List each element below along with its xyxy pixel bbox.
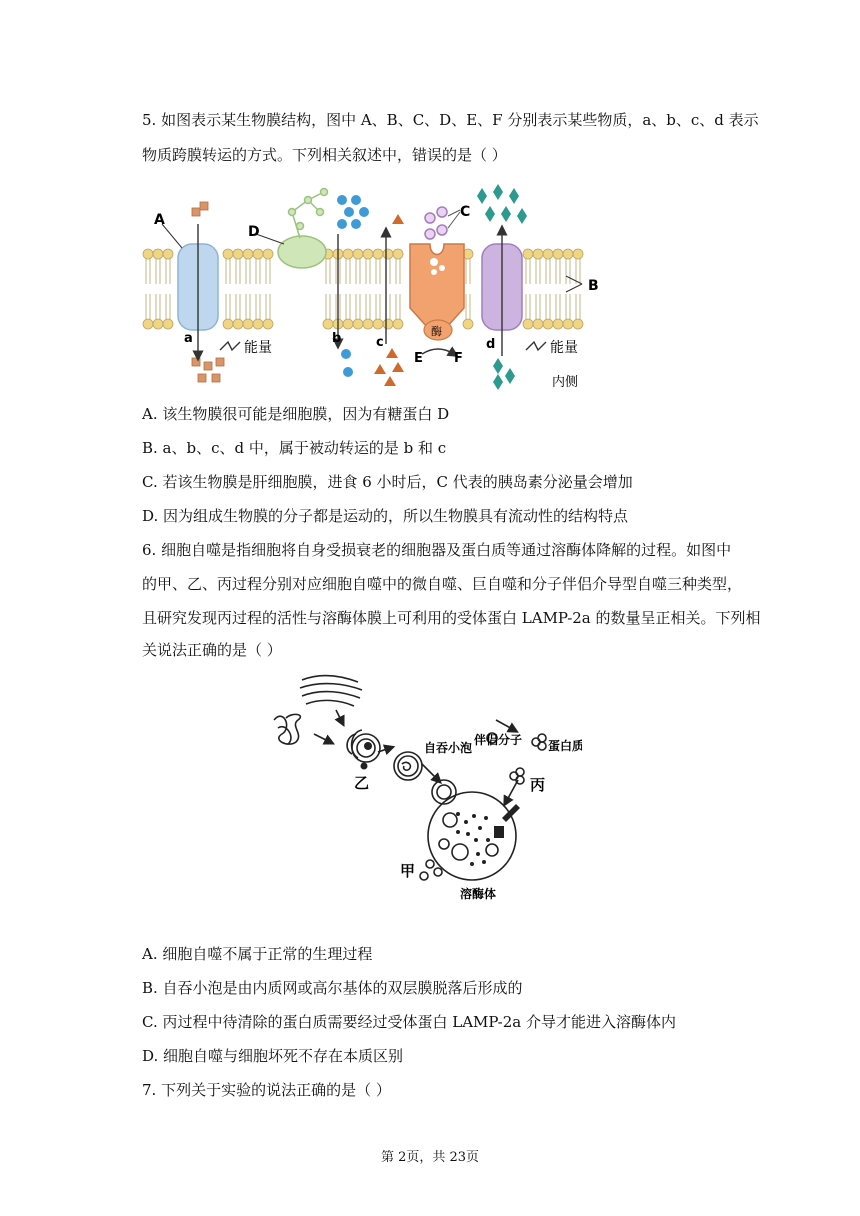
label-b: b (332, 331, 342, 346)
label-inside: 内侧 (552, 375, 579, 390)
label-energy-right: 能量 (550, 340, 578, 356)
molecules-c (374, 214, 404, 386)
q6-option-c: C. 丙过程中待清除的蛋白质需要经过受体蛋白 LAMP-2a 介导才能进入溶酶体内 (142, 1013, 676, 1031)
q5-option-b: B. a、b、c、d 中，属于被动转运的是 b 和 c (142, 439, 447, 457)
molecules-b (337, 195, 369, 377)
q6-stem-line1: 6. 细胞自噬是指细胞将自身受损衰老的细胞器及蛋白质等通过溶酶体降解的过程。如图中 (142, 541, 732, 559)
q5-option-d: D. 因为组成生物膜的分子都是运动的，所以生物膜具有流动性的结构特点 (142, 507, 629, 525)
membrane-structure-figure (142, 178, 622, 396)
q5-stem-line1: 5. 如图表示某生物膜结构，图中 A、B、C、D、E、F 分别表示某些物质，a、b、c、d 表示 (142, 111, 759, 129)
autophagy-figure (262, 668, 582, 904)
q6-stem-line4: 关说法正确的是（ ） (142, 641, 282, 659)
label-c: c (376, 335, 384, 350)
label-energy-left: 能量 (244, 340, 272, 356)
label-D: D (248, 224, 260, 240)
label-protein: 蛋白质 (548, 739, 582, 753)
glycoprotein-D (278, 236, 326, 268)
enzyme-label: 酶 (431, 325, 442, 338)
q7-stem: 7. 下列关于实验的说法正确的是（ ） (142, 1081, 391, 1099)
q5-option-c: C. 若该生物膜是肝细胞膜，进食 6 小时后，C 代表的胰岛素分泌量会增加 (142, 473, 633, 491)
carrier-protein (410, 244, 464, 328)
label-E: E (414, 351, 423, 366)
glycoprotein-chain (289, 189, 328, 239)
label-autophagosome: 自吞小泡 (424, 741, 473, 755)
label-a: a (184, 331, 193, 346)
q6-option-a: A. 细胞自噬不属于正常的生理过程 (142, 945, 373, 963)
label-lysosome: 溶酶体 (460, 887, 497, 901)
q6-stem-line3: 且研究发现丙过程的活性与溶酶体膜上可利用的受体蛋白 LAMP-2a 的数量呈正相关。下列相 (142, 609, 761, 627)
label-d: d (486, 337, 496, 352)
ligand-C (425, 207, 447, 239)
q6-stem-line2: 的甲、乙、丙过程分别对应细胞自噬中的微自噬、巨自噬和分子伴侣介导型自噬三种类型， (142, 575, 743, 593)
label-A: A (154, 212, 165, 228)
label-F: F (454, 351, 463, 366)
q5-stem-line2: 物质跨膜转运的方式。下列相关叙述中，错误的是（ ） (142, 146, 507, 164)
label-chaperone: 伴侣分子 (474, 733, 523, 747)
q5-option-a: A. 该生物膜很可能是细胞膜，因为有糖蛋白 D (142, 405, 450, 423)
label-jia: 甲 (400, 862, 416, 880)
label-bing: 丙 (530, 776, 546, 794)
page-footer: 第 2页，共 23页 (380, 1150, 480, 1165)
q6-option-d: D. 细胞自噬与细胞坏死不存在本质区别 (142, 1047, 404, 1065)
q6-option-b: B. 自吞小泡是由内质网或高尔基体的双层膜脱落后形成的 (142, 979, 523, 997)
label-yi: 乙 (354, 774, 370, 792)
label-C: C (460, 204, 471, 220)
label-B: B (588, 278, 599, 294)
